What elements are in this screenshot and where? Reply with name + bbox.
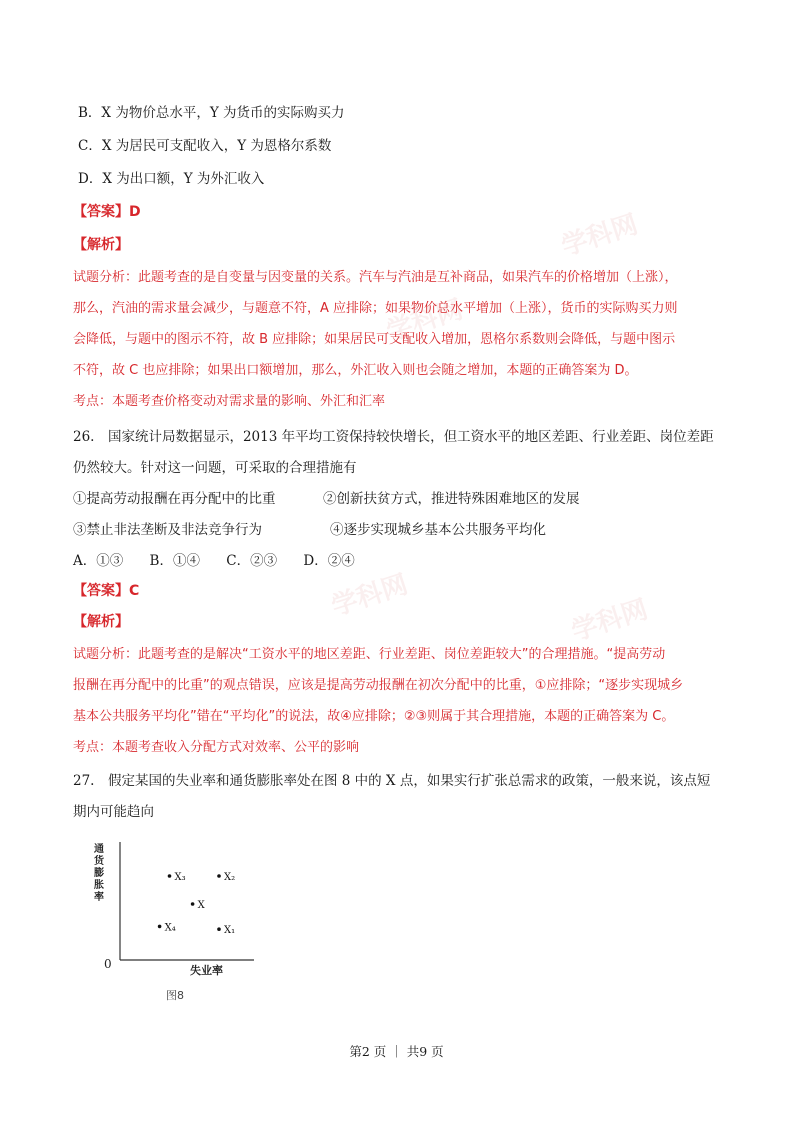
question-27-text: 期内可能趋向 bbox=[73, 804, 154, 820]
figure-caption: 图8 bbox=[166, 989, 184, 1002]
point-label: X₄ bbox=[164, 922, 176, 934]
choice-d: D．②④ bbox=[303, 553, 355, 569]
point-label: X₂ bbox=[224, 872, 236, 883]
point-X₁ bbox=[217, 927, 221, 931]
point-label: X₃ bbox=[174, 872, 186, 883]
answer-label: 【答案】C bbox=[73, 583, 140, 599]
q26-item-3: ③禁止非法垄断及非法竞争行为 bbox=[73, 522, 262, 538]
watermark: 学科网 bbox=[568, 594, 652, 648]
analysis-line: 不符，故 C 也应排除；如果出口额增加，那么，外汇收入则也会随之增加，本题的正确答案为 D。 bbox=[73, 363, 638, 378]
q26-item-4: ④逐步实现城乡基本公共服务平均化 bbox=[330, 522, 546, 538]
figure-8 bbox=[84, 836, 284, 1006]
origin-label: 0 bbox=[104, 957, 112, 971]
analysis-line: 报酬在再分配中的比重”的观点错误，应该是提高劳动报酬在初次分配中的比重，①应排除；“逐步实现城乡 bbox=[73, 678, 684, 693]
page-footer: 第2 页 ｜ 共9 页 bbox=[349, 1044, 444, 1059]
question-27-text: 27. 假定某国的失业率和通货膨胀率处在图 8 中的 X 点，如果实行扩张总需求的政策，一般来说，该点短 bbox=[73, 773, 711, 789]
answer-label: 【答案】D bbox=[73, 204, 141, 220]
point-X₄ bbox=[158, 925, 162, 929]
option-d: D．X 为出口额，Y 为外汇收入 bbox=[78, 171, 265, 187]
point-X₃ bbox=[168, 874, 172, 878]
q26-item-2: ②创新扶贫方式，推进特殊困难地区的发展 bbox=[323, 491, 580, 507]
analysis-line: 试题分析：此题考查的是自变量与因变量的关系。汽车与汽油是互补商品，如果汽车的价格增加（上涨）， bbox=[73, 270, 678, 285]
choice-c: C．②③ bbox=[226, 553, 278, 569]
y-axis-label: 通货膨胀率 bbox=[94, 844, 104, 903]
analysis-line: 会降低，与题中的图示不符，故 B 应排除；如果居民可支配收入增加，恩格尔系数则会降低，与题中图示 bbox=[73, 332, 676, 347]
choice-b: B．①④ bbox=[149, 553, 200, 569]
watermark: 学科网 bbox=[558, 209, 642, 263]
q26-item-1: ①提高劳动报酬在再分配中的比重 bbox=[73, 491, 276, 507]
choice-a: A．①③ bbox=[73, 553, 124, 569]
point-X bbox=[191, 902, 195, 906]
x-axis-label: 失业率 bbox=[190, 964, 223, 977]
question-26-text: 仍然较大。针对这一问题，可采取的合理措施有 bbox=[73, 460, 357, 476]
figure-8-plot bbox=[84, 836, 284, 1006]
option-b: B．X 为物价总水平，Y 为货币的实际购买力 bbox=[78, 105, 345, 121]
option-c: C．X 为居民可支配收入，Y 为恩格尔系数 bbox=[78, 138, 332, 154]
watermark: 学科网 bbox=[383, 294, 467, 348]
analysis-line: 基本公共服务平均化”错在“平均化”的说法，故④应排除；②③则属于其合理措施，本题的正确答案为 C。 bbox=[73, 709, 675, 724]
analysis-label: 【解析】 bbox=[73, 237, 129, 253]
watermark: 学科网 bbox=[328, 569, 412, 623]
analysis-label: 【解析】 bbox=[73, 614, 129, 630]
analysis-line: 试题分析：此题考查的是解决“工资水平的地区差距、行业差距、岗位差距较大”的合理措施。“提高劳动 bbox=[73, 647, 666, 662]
kaodian: 考点：本题考查价格变动对需求量的影响、外汇和汇率 bbox=[73, 394, 386, 409]
kaodian: 考点：本题考查收入分配方式对效率、公平的影响 bbox=[73, 740, 360, 755]
point-X₂ bbox=[217, 874, 221, 878]
point-label: X bbox=[197, 900, 205, 911]
analysis-line: 那么，汽油的需求量会减少，与题意不符，A 应排除；如果物价总水平增加（上涨），货币的实际购买力则 bbox=[73, 301, 678, 316]
point-label: X₁ bbox=[224, 925, 236, 937]
q26-choices bbox=[73, 549, 377, 569]
question-26-text: 26. 国家统计局数据显示，2013 年平均工资保持较快增长，但工资水平的地区差距、行业差距、岗位差距 bbox=[73, 429, 714, 445]
